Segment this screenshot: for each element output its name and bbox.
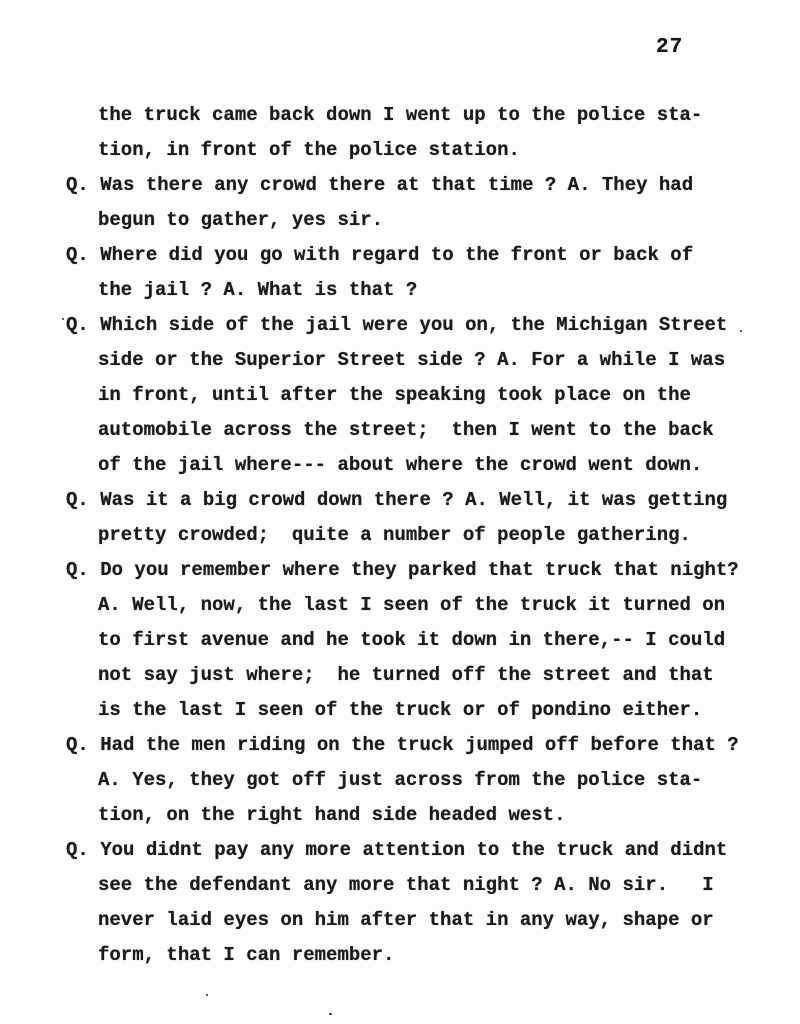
transcript-line: the truck came back down I went up to the police sta- (98, 104, 703, 126)
transcript-line: Q. Where did you go with regard to the front or back of (66, 244, 694, 266)
transcript-line: in front, until after the speaking took place on the (98, 384, 691, 406)
transcript-line: tion, in front of the police station. (98, 139, 520, 161)
scan-speck (329, 1013, 332, 1015)
transcript-body (0, 98, 800, 973)
transcript-line: Q. Which side of the jail were you on, the Michigan Street (66, 314, 728, 336)
transcript-line: pretty crowded; quite a number of people gathering. (98, 524, 691, 546)
transcript-line: automobile across the street; then I went to the back (98, 419, 714, 441)
transcript-line: of the jail where--- about where the crowd went down. (98, 454, 703, 476)
scan-speck (62, 318, 64, 320)
transcript-line: A. Well, now, the last I seen of the truck it turned on (98, 594, 726, 616)
transcript-line: to first avenue and he took it down in there,-- I could (98, 629, 726, 651)
transcript-line: Q. Was it a big crowd down there ? A. Well, it was getting (66, 489, 728, 511)
transcript-line: Q. Had the men riding on the truck jumped off before that ? (66, 734, 739, 756)
transcript-line: tion, on the right hand side headed west. (98, 804, 566, 826)
scan-speck (740, 330, 742, 332)
scan-speck (206, 994, 208, 996)
transcript-line: the jail ? A. What is that ? (98, 279, 418, 301)
transcript-line: side or the Superior Street side ? A. For a while I was (98, 349, 726, 371)
page-number: 27 (656, 36, 684, 59)
transcript-line: form, that I can remember. (98, 944, 395, 966)
transcript-line: see the defendant any more that night ? A. No sir. I (98, 874, 714, 896)
transcript-line: A. Yes, they got off just across from the police sta- (98, 769, 703, 791)
transcript-line: never laid eyes on him after that in any way, shape or (98, 909, 714, 931)
transcript-line: Q. You didnt pay any more attention to the truck and didnt (66, 839, 728, 861)
transcript-line: is the last I seen of the truck or of pondino either. (98, 699, 703, 721)
transcript-line: Q. Was there any crowd there at that time ? A. They had (66, 174, 694, 196)
transcript-line: begun to gather, yes sir. (98, 209, 384, 231)
transcript-line: not say just where; he turned off the street and that (98, 664, 714, 686)
transcript-line: Q. Do you remember where they parked that truck that night? (66, 559, 739, 581)
